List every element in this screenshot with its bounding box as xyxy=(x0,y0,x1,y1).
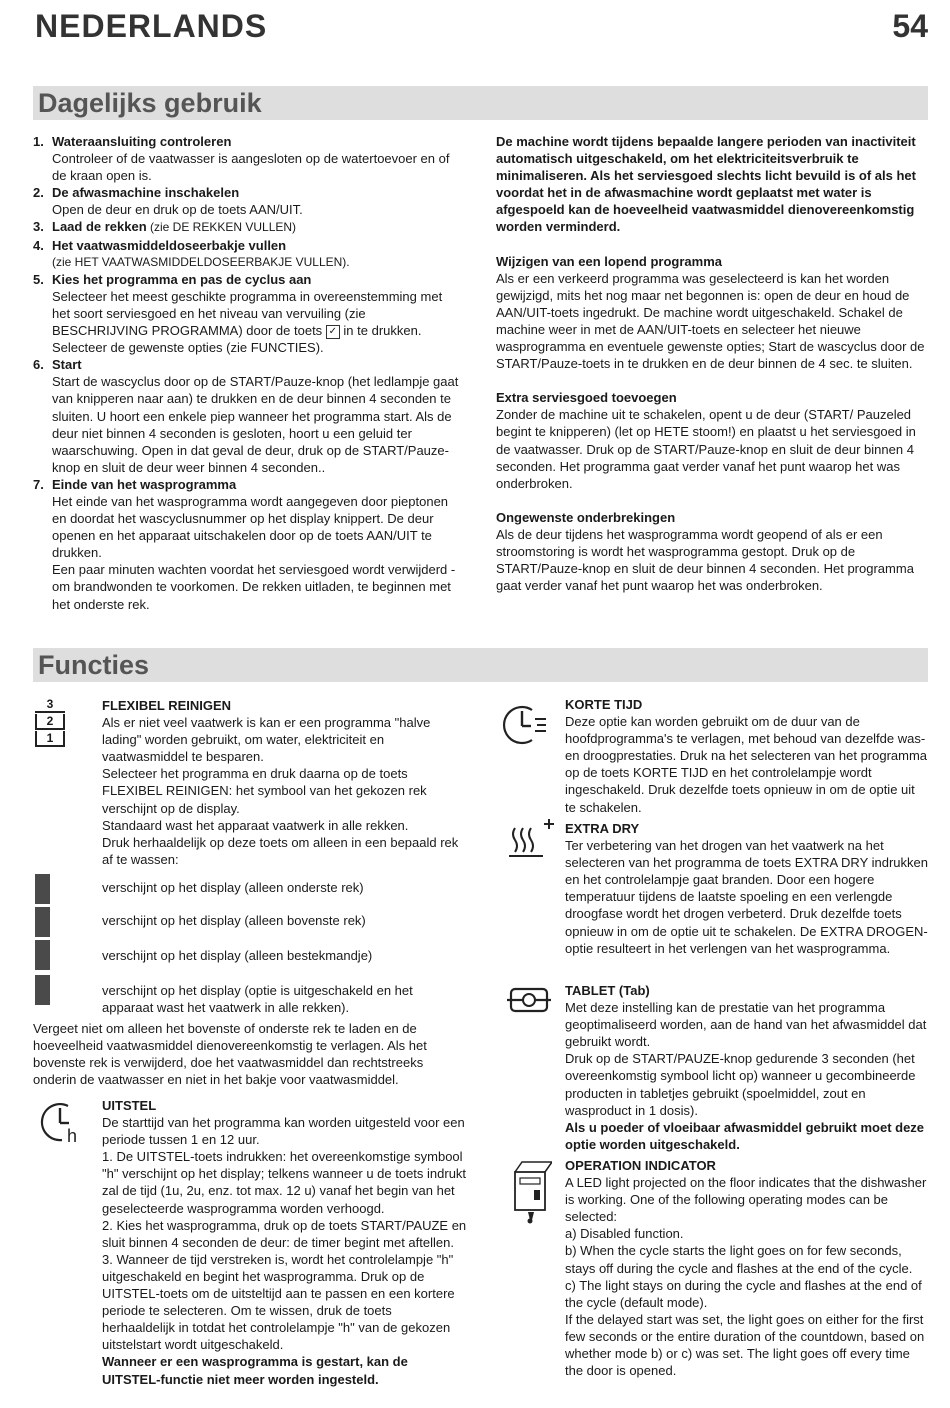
function-text: Deze optie kan worden gebruikt om de duur van de hoofdprogramma's te verlagen, met behoud van dezelfde was- en droogprestaties. Druk na het selecteren van het programma op de toets KORTE TIJD en het controlelampje wordt ingeschakeld. Druk dezelfde toets opnieuw in om de optie uit te schakelen. xyxy=(565,714,928,815)
rack-select-icon xyxy=(35,697,65,749)
step-text: Een paar minuten wachten voordat het serviesgoed wordt verwijderd - om brandwonden te voorkomen. De rekken uitladen, te beginnen met het onderste rek. xyxy=(52,562,456,612)
function-title: EXTRA DRY xyxy=(565,821,640,836)
program-key-icon: ✓ xyxy=(326,325,340,339)
function-text: Met deze instelling kan de prestatie van het programma geoptimaliseerd worden, aan de hand van het afwasmiddel dat gebruikt wordt. xyxy=(565,1000,927,1050)
note-section-text: Als de deur tijdens het wasprogramma wordt geopend of als er een stroomstoring is wordt het wasprogramma gestopt. Druk op de START/Pauze-knop en sluit de deur binnen 4 seconden. Het programma gaat verder vanaf het punt waarop het was onderbroken. xyxy=(496,526,914,594)
page-language-title: NEDERLANDS xyxy=(35,8,268,44)
rack-option-text: verschijnt op het display (alleen bestekmandje) xyxy=(102,948,373,963)
function-title: FLEXIBEL REINIGEN xyxy=(102,698,232,713)
cutlery-basket-symbol xyxy=(35,940,50,970)
step-text: (zie HET VAATWASMIDDELDOSEERBAKJE VULLEN). xyxy=(52,254,350,269)
note-section xyxy=(496,509,928,594)
step-number: 1. xyxy=(33,134,44,149)
note-section-text: Zonder de machine uit te schakelen, opent u de deur (START/ Pauzeled begint te knipperen) (let op HETE stoom!) en plaatst u het serviesgoed in de vaatwasser. Druk op de START/Pauze-knop en sluit de deur binnen 4 seconden. Het programma gaat verder vanaf het punt waarop het was onderbroken. xyxy=(496,407,916,491)
function-text: 2. Kies het wasprogramma, druk op de toets START/PAUZE en sluit binnen 4 seconden de deur: de timer begint met aftellen. xyxy=(102,1217,467,1250)
function-warning: Wanneer er een wasprogramma is gestart, kan de UITSTEL-functie niet meer worden ingesteld. xyxy=(102,1354,408,1387)
svg-text:h: h xyxy=(67,1126,78,1146)
section-band-daily xyxy=(33,86,928,120)
step-text: Het einde van het wasprogramma wordt aangegeven door pieptonen en doordat het wascyclusnummer op het display knippert. De deur openen en het apparaat uitschakelen door op de toets AAN/UIT te drukken. xyxy=(52,493,449,561)
function-warning: Als u poeder of vloeibaar afwasmiddel gebruikt moet deze optie worden uitgeschakeld. xyxy=(565,1119,925,1152)
rack-digit: 3 xyxy=(35,697,65,713)
function-title: TABLET (Tab) xyxy=(565,983,650,998)
step-number: 3. xyxy=(33,219,44,235)
step-text xyxy=(52,288,463,356)
daily-steps-column xyxy=(33,133,463,613)
all-racks-symbol xyxy=(35,975,50,1005)
dishwasher-floor-light-icon xyxy=(508,1160,552,1224)
step-number: 5. xyxy=(33,271,44,287)
function-title: OPERATION INDICATOR xyxy=(565,1158,716,1173)
step-number: 4. xyxy=(33,237,44,253)
section-title-functions: Functies xyxy=(38,650,150,680)
step-item xyxy=(33,184,463,218)
function-text: If the delayed start was set, the light goes on either for the first few seconds or the entire duration of the countdown, based on whether mode b) or c) was set. The light goes off every time the door is opened. xyxy=(565,1311,925,1379)
lower-rack-symbol xyxy=(35,874,50,904)
function-text: 3. Wanneer de tijd verstreken is, wordt het controlelampje "h" uitgeschakeld en begint het wasprogramma. Druk op de UITSTEL-toets om de uitsteltijd aan te passen en een kortere periode te selecteren. Om te wissen, druk de toets herhaaldelijk in totdat het controlelampje "h" van de gekozen uitstelstart wordt uitgeschakeld. xyxy=(102,1251,455,1353)
rack-option-text: verschijnt op het display (optie is uitgeschakeld en het apparaat wast het vaatwerk in alle rekken). xyxy=(102,983,413,1015)
step-item xyxy=(33,356,463,476)
operation-indicator-section xyxy=(565,1157,928,1379)
section-band-functions xyxy=(33,648,928,682)
function-text: Druk op de START/PAUZE-knop gedurende 3 seconden (het overeenkomstig symbool licht op) wanneer u gecombineerde producten in tabletjes gebruikt (spoelmiddel, zout en wasproduct in 1 dosis). xyxy=(565,1051,916,1118)
function-text: Als er niet veel vaatwerk is kan er een programma "halve lading" worden gebruikt, om water, elektriciteit en vaatwasmiddel te besparen. xyxy=(102,715,431,765)
daily-notes-column xyxy=(496,133,928,611)
extra-dry-section xyxy=(565,820,928,957)
korte-tijd-section xyxy=(565,696,928,816)
step-title: Laad de rekken xyxy=(52,219,147,235)
rack-option-text: verschijnt op het display (alleen onderste rek) xyxy=(102,880,364,895)
step-item xyxy=(33,133,463,184)
extra-dry-steam-icon xyxy=(507,818,557,858)
step-text: Start de wascyclus door op de START/Pauze-knop (het ledlampje gaat van knipperen naar aan) te drukken en de deur binnen 4 seconden te sluiten. U hoort een enkele piep wanneer het programma start. Als de deur niet binnen 4 seconden is gesloten, hoort u een geluid ter waarschuwing. Open in dat geval de deur, druk op de START/Pauze-knop en sluit de deur weer binnen 4 seconden.. xyxy=(52,374,459,475)
step-text-part: Selecteer het meest geschikte programma in overeenstemming met het soort serviesgoed en het niveau van vervuiling (zie BESCHRIJVING PROGRAMMA) door de toets xyxy=(52,288,443,339)
step-title: Wateraansluiting controleren xyxy=(52,134,232,149)
step-number: 2. xyxy=(33,185,44,201)
function-title: KORTE TIJD xyxy=(565,697,643,712)
function-text: Ter verbetering van het drogen van het vaatwerk na het selecteren van het programma de toets EXTRA DRY indrukken en het controlelampje gaat branden. Door een hogere temperatuur tijdens de laatste spoeling en een verlengde droogfase wordt het drogen verbeterd. Druk dezelfde toets opnieuw in om de optie uit te schakelen. De EXTRA DROGEN-optie resulteert in het verlengen van het wasprogramma. xyxy=(565,838,928,956)
auto-off-note: De machine wordt tijdens bepaalde langere perioden van inactiviteit automatisch uitgeschakeld, om het elektriciteitsverbruik te minimaliseren. Als het serviesgoed slechts licht bevuild is of als het voordat het in de afwasmachine wordt geplaatst met water is afgespoeld kan de hoeveelheid vaatwasmiddel dienovereenkomstig worden verminderd. xyxy=(496,134,916,235)
note-section-title: Ongewenste onderbrekingen xyxy=(496,509,676,525)
step-text: Open de deur en druk op de toets AAN/UIT. xyxy=(52,202,303,218)
steps-list xyxy=(33,133,463,613)
tablet-icon xyxy=(507,985,551,1015)
step-text: Controleer of de vaatwasser is aangesloten op de watertoevoer en of de kraan open is. xyxy=(52,151,450,184)
function-text: De starttijd van het programma kan worden uitgesteld voor een periode tussen 1 en 12 uur. xyxy=(102,1115,465,1148)
step-number: 7. xyxy=(33,476,44,492)
rack-option-text: verschijnt op het display (alleen bovenste rek) xyxy=(102,913,366,928)
step-reference: (zie DE REKKEN VULLEN) xyxy=(146,220,297,235)
short-time-clock-icon xyxy=(500,701,548,749)
flexibel-reinigen-section xyxy=(102,697,467,868)
step-item xyxy=(33,476,463,613)
note-section-text: Als er een verkeerd programma was geselecteerd is kan het worden gewijzigd, mits het nog maar net begonnen is: open de deur en houd de AAN/UIT-toets ingedrukt. De machine wordt uitgeschakeld. Schakel de machine weer in met de AAN/UIT-toets en selecteer het nieuwe wasprogramma en eventuele gewenste opties; Start de wascyclus door de START/Pauze-toets in te drukken en de deur binnen de 4 sec. te sluiten. xyxy=(496,270,925,372)
function-text: b) When the cycle starts the light goes on for few seconds, stays off during the cycle and flashes at the end of the cycle. xyxy=(565,1243,913,1276)
step-title: Start xyxy=(52,357,82,373)
step-item xyxy=(33,218,463,236)
function-text: c) The light stays on during the cycle and flashes at the end of the cycle (default mode). xyxy=(565,1277,922,1310)
function-text: Standaard wast het apparaat vaatwerk in alle rekken. xyxy=(102,817,409,833)
step-title: Kies het programma en pas de cyclus aan xyxy=(52,271,312,287)
step-item xyxy=(33,271,463,356)
section-title-daily: Dagelijks gebruik xyxy=(38,88,262,118)
function-title: UITSTEL xyxy=(102,1098,157,1113)
page-number: 54 xyxy=(892,8,928,44)
step-text-part: in te drukken. Selecteer de gewenste opties (zie FUNCTIES). xyxy=(52,323,422,356)
function-text: A LED light projected on the floor indicates that the dishwasher is working. One of the following operating modes can be selected: xyxy=(565,1175,927,1225)
note-section xyxy=(496,253,928,373)
note-section-title: Extra serviesgoed toevoegen xyxy=(496,390,677,406)
note-section-title: Wijzigen van een lopend programma xyxy=(496,253,722,269)
step-number: 6. xyxy=(33,357,44,373)
function-text: Selecteer het programma en druk daarna op de toets FLEXIBEL REINIGEN: het symbool van het gekozen rek verschijnt op de display. xyxy=(102,766,427,816)
step-title: Einde van het wasprogramma xyxy=(52,476,237,492)
function-text: Druk herhaaldelijk op deze toets om alleen in een bepaald rek af te wassen: xyxy=(102,834,459,867)
step-title: Het vaatwasmiddeldoseerbakje vullen xyxy=(52,237,287,253)
flexibel-note: Vergeet niet om alleen het bovenste of onderste rek te laden en de hoeveelheid vaatwasmiddel dienovereenkomstig te verlagen. Als het bovenste rek is verwijderd, doe het vaatwasmiddel dan rechtstreeks onderin de vaatwasser en niet in het bakje voor vaatwasmiddel. xyxy=(33,1021,427,1088)
step-item xyxy=(33,237,463,271)
tablet-section xyxy=(565,982,928,1153)
step-title: De afwasmachine inschakelen xyxy=(52,185,240,201)
note-section xyxy=(496,389,928,492)
rack-digit: 2 xyxy=(35,714,65,730)
delay-clock-icon xyxy=(38,1098,86,1146)
function-text: a) Disabled function. xyxy=(565,1226,684,1242)
rack-digit: 1 xyxy=(35,731,65,747)
uitstel-section xyxy=(102,1097,467,1388)
upper-rack-symbol xyxy=(35,907,50,937)
function-text: 1. De UITSTEL-toets indrukken: het overeenkomstige symbool "h" verschijnt op het display; telkens wanneer u de toets indrukt zal de tijd (1u, 2u, enz. tot max. 12 u) vanaf het begin van het geselecteerde wasprogramma worden verhoogd. xyxy=(102,1149,467,1216)
